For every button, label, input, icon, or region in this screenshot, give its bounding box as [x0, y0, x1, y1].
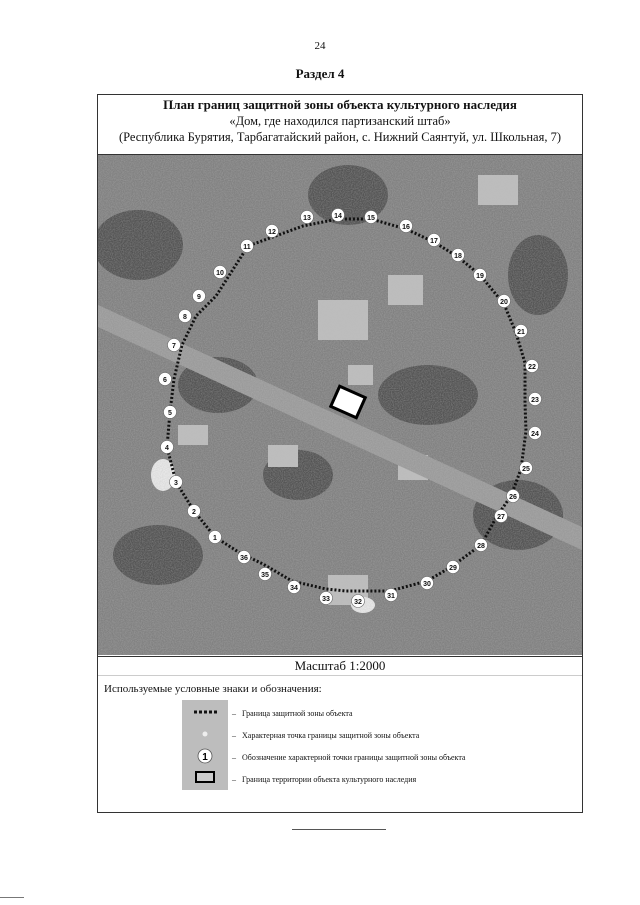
- boundary-point-label: 20: [500, 299, 508, 306]
- legend-point-symbol: [203, 732, 208, 737]
- boundary-point-1: [209, 531, 222, 544]
- boundary-point-label: 21: [517, 329, 525, 336]
- boundary-point-19: [474, 269, 487, 282]
- boundary-point-label: 36: [240, 555, 248, 562]
- boundary-point-label: 27: [497, 514, 505, 521]
- boundary-point-3: [170, 476, 183, 489]
- boundary-point-22: [526, 360, 539, 373]
- plan-title-block: [98, 95, 582, 155]
- boundary-point-label: 8: [183, 314, 187, 321]
- boundary-point-label: 31: [387, 593, 395, 600]
- legend-item-1: Граница защитной зоны объекта: [242, 709, 353, 718]
- legend-item-4: Граница территории объекта культурного наследия: [242, 775, 417, 784]
- boundary-point-label: 5: [168, 410, 172, 417]
- boundary-point-13: [301, 211, 314, 224]
- boundary-point-4: [161, 441, 174, 454]
- boundary-point-35: [259, 568, 272, 581]
- legend-dash: –: [232, 709, 236, 718]
- boundary-point-33: [320, 592, 333, 605]
- signature-line: [292, 829, 386, 830]
- legend-item-2: Характерная точка границы защитной зоны объекта: [242, 731, 420, 740]
- boundary-point-25: [520, 462, 533, 475]
- boundary-point-label: 15: [367, 215, 375, 222]
- boundary-point-18: [452, 249, 465, 262]
- boundary-point-label: 23: [531, 397, 539, 404]
- map-scale: Масштаб 1:2000: [98, 656, 582, 676]
- boundary-point-label: 28: [477, 543, 485, 550]
- boundary-point-label: 7: [172, 343, 176, 350]
- legend-sample-number: 1: [202, 752, 208, 763]
- boundary-point-label: 12: [268, 229, 276, 236]
- boundary-point-8: [179, 310, 192, 323]
- corner-mark: [0, 897, 24, 898]
- legend-rectangle-symbol: [196, 772, 214, 782]
- boundary-point-label: 19: [476, 273, 484, 280]
- boundary-point-label: 3: [174, 480, 178, 487]
- boundary-point-label: 26: [509, 494, 517, 501]
- boundary-point-label: 30: [423, 581, 431, 588]
- boundary-point-26: [507, 490, 520, 503]
- boundary-point-31: [385, 589, 398, 602]
- boundary-point-label: 14: [334, 213, 342, 220]
- plan-location: (Республика Бурятия, Тарбагатайский район, с. Нижний Саянтуй, ул. Школьная, 7): [118, 130, 562, 144]
- boundary-point-28: [475, 539, 488, 552]
- boundary-point-2: [188, 505, 201, 518]
- aerial-map: [98, 155, 582, 655]
- boundary-point-34: [288, 581, 301, 594]
- boundary-point-29: [447, 561, 460, 574]
- legend-heading: Используемые условные знаки и обозначения:: [104, 683, 322, 695]
- boundary-point-24: [529, 427, 542, 440]
- boundary-point-label: 10: [216, 270, 224, 277]
- boundary-point-14: [332, 209, 345, 222]
- boundary-point-label: 18: [454, 253, 462, 260]
- legend-dash: –: [232, 731, 236, 740]
- boundary-point-30: [421, 577, 434, 590]
- boundary-point-5: [164, 406, 177, 419]
- legend-symbols: [182, 700, 228, 790]
- boundary-point-label: 33: [322, 596, 330, 603]
- boundary-point-10: [214, 266, 227, 279]
- plan-title: План границ защитной зоны объекта культурного наследия: [163, 97, 517, 112]
- boundary-point-27: [495, 510, 508, 523]
- boundary-point-23: [529, 393, 542, 406]
- boundary-point-label: 25: [522, 466, 530, 473]
- legend-dash: –: [232, 775, 236, 784]
- boundary-point-16: [400, 220, 413, 233]
- plan-subtitle: «Дом, где находился партизанский штаб»: [229, 114, 451, 128]
- boundary-point-label: 9: [197, 294, 201, 301]
- boundary-point-9: [193, 290, 206, 303]
- boundary-point-36: [238, 551, 251, 564]
- boundary-point-6: [159, 373, 172, 386]
- boundary-point-21: [515, 325, 528, 338]
- boundary-point-label: 16: [402, 224, 410, 231]
- boundary-point-20: [498, 295, 511, 308]
- boundary-point-label: 4: [165, 445, 169, 452]
- boundary-point-label: 34: [290, 585, 298, 592]
- boundary-point-7: [168, 339, 181, 352]
- boundary-point-label: 22: [528, 364, 536, 371]
- boundary-point-17: [428, 234, 441, 247]
- boundary-point-label: 6: [163, 377, 167, 384]
- boundary-point-label: 17: [430, 238, 438, 245]
- boundary-point-32: [352, 595, 365, 608]
- boundary-point-label: 35: [261, 572, 269, 579]
- boundary-point-label: 11: [243, 244, 251, 251]
- boundary-point-label: 13: [303, 215, 311, 222]
- boundary-point-15: [365, 211, 378, 224]
- page-number: 24: [314, 40, 326, 52]
- section-title: Раздел 4: [295, 66, 345, 81]
- boundary-point-label: 2: [192, 509, 196, 516]
- boundary-point-label: 32: [354, 599, 362, 606]
- boundary-point-label: 1: [213, 535, 217, 542]
- boundary-point-label: 29: [449, 565, 457, 572]
- legend-dash: –: [232, 753, 236, 762]
- boundary-point-12: [266, 225, 279, 238]
- boundary-point-11: [241, 240, 254, 253]
- legend-item-3: Обозначение характерной точки границы защитной зоны объекта: [242, 753, 466, 762]
- boundary-point-label: 24: [531, 431, 539, 438]
